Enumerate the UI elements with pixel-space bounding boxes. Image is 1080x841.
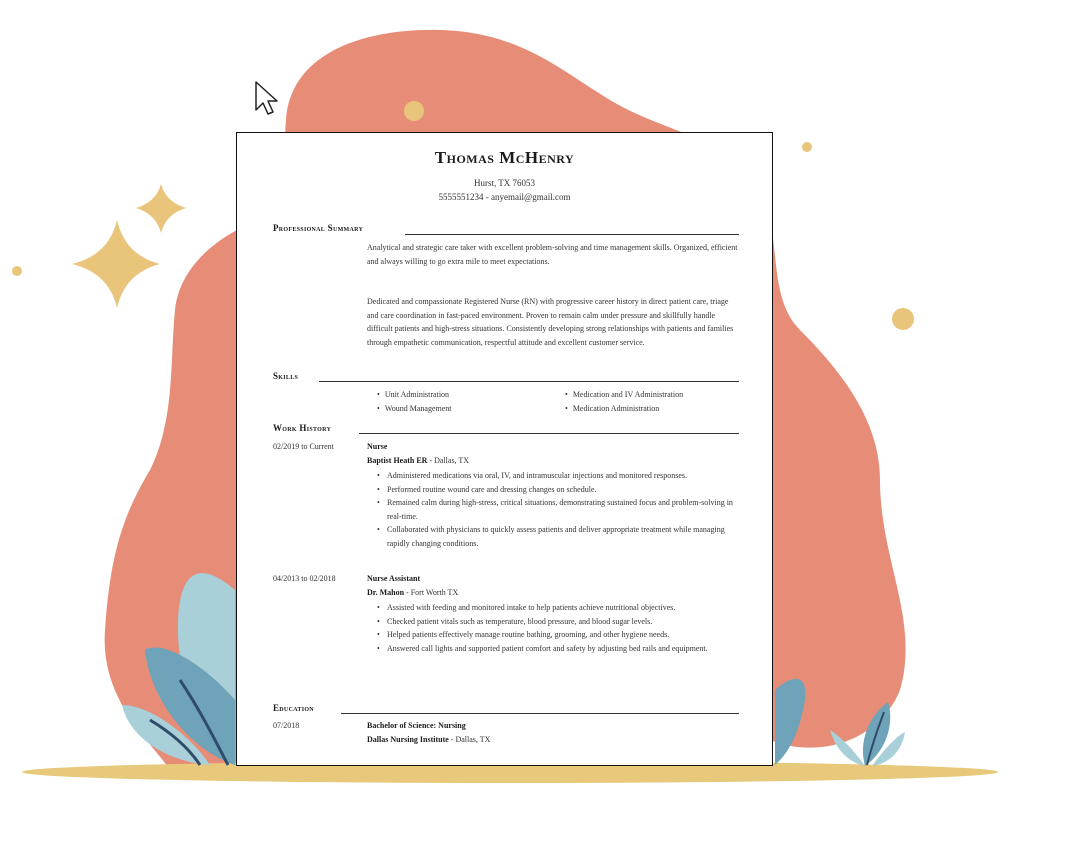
resume-document	[236, 132, 773, 766]
employer-location: - Dallas, TX	[427, 456, 470, 465]
dot	[892, 308, 914, 330]
job-bullet: • Helped patients effectively manage routine bathing, grooming, and other hygiene needs.	[377, 628, 737, 642]
sparkle-icon	[136, 184, 186, 233]
resume-location: Hurst, TX 76053	[473, 178, 536, 188]
job-bullets	[377, 601, 737, 655]
section-rule	[319, 381, 739, 382]
education-degree: Bachelor of Science: Nursing	[367, 721, 466, 730]
summary-paragraph: Analytical and strategic care taker with excellent problem-solving and time management skills. Organized, efficient and always willing to go extra mile to meet expectations.	[367, 243, 738, 266]
skill-item: • Medication Administration	[565, 404, 659, 413]
job-bullet: • Performed routine wound care and dressing changes on schedule.	[377, 483, 737, 497]
resume-name: Thomas McHenry	[434, 148, 575, 167]
job-dates: 02/2019 to Current	[273, 442, 334, 451]
skill-item: • Medication and IV Administration	[565, 390, 683, 399]
section-rule	[341, 713, 739, 714]
section-title-education: Education	[273, 703, 314, 713]
skills-list	[377, 390, 757, 420]
job-bullet: • Remained calm during high-stress, critical situations, demonstrating sustained focus and problem-solving in real-time.	[377, 496, 737, 523]
employer-name: Dr. Mahon	[367, 588, 405, 597]
job-bullet: • Administered medications via oral, IV, and intramuscular injections and monitored responses.	[377, 469, 737, 483]
section-rule	[359, 433, 739, 434]
job-bullet: • Checked patient vitals such as temperature, blood pressure, and blood sugar levels.	[377, 615, 737, 629]
skill-item: • Unit Administration	[377, 390, 449, 399]
skill-item: • Wound Management	[377, 404, 451, 413]
job-bullet: • Assisted with feeding and monitored intake to help patients achieve nutritional objectives.	[377, 601, 737, 615]
section-title-skills: Skills	[273, 371, 299, 381]
job-title: Nurse Assistant	[367, 574, 421, 583]
dot	[404, 101, 424, 121]
dot	[802, 142, 812, 152]
school-location: - Dallas, TX	[448, 735, 491, 744]
education-school	[367, 735, 490, 744]
employer-location: - Fort Worth TX	[404, 588, 459, 597]
education-date: 07/2018	[273, 721, 300, 730]
employer-name: Baptist Heath ER	[367, 456, 428, 465]
job-bullets	[377, 469, 737, 551]
school-name: Dallas Nursing Institute	[367, 735, 449, 744]
dot	[12, 266, 22, 276]
section-title-summary: Professional Summary	[273, 223, 364, 233]
summary-paragraph: Dedicated and compassionate Registered Nurse (RN) with progressive career history in direct patient care, triage and care coordination in fast-paced environment. Proven to remain calm under pressure and skillfully handle difficult patients and high-stress situations. Consistently developing strong relationships with patients and families through empathetic communication, respectful attitude and excellent customer service.	[367, 297, 734, 347]
job-employer	[367, 588, 458, 597]
section-title-work: Work History	[273, 423, 332, 433]
job-dates: 04/2013 to 02/2018	[273, 574, 336, 583]
job-employer	[367, 456, 469, 465]
mouse-pointer-icon	[254, 80, 278, 116]
sparkle-icon	[72, 220, 160, 308]
resume-contact-line: 5555551234 - anyemail@gmail.com	[438, 192, 571, 202]
section-rule	[405, 234, 739, 235]
job-bullet: • Answered call lights and supported patient comfort and safety by adjusting bed rails and equipment.	[377, 642, 737, 656]
job-title: Nurse	[367, 442, 388, 451]
job-bullet: • Collaborated with physicians to quickly assess patients and deliver appropriate treatment while managing rapidly changing conditions.	[377, 523, 737, 550]
